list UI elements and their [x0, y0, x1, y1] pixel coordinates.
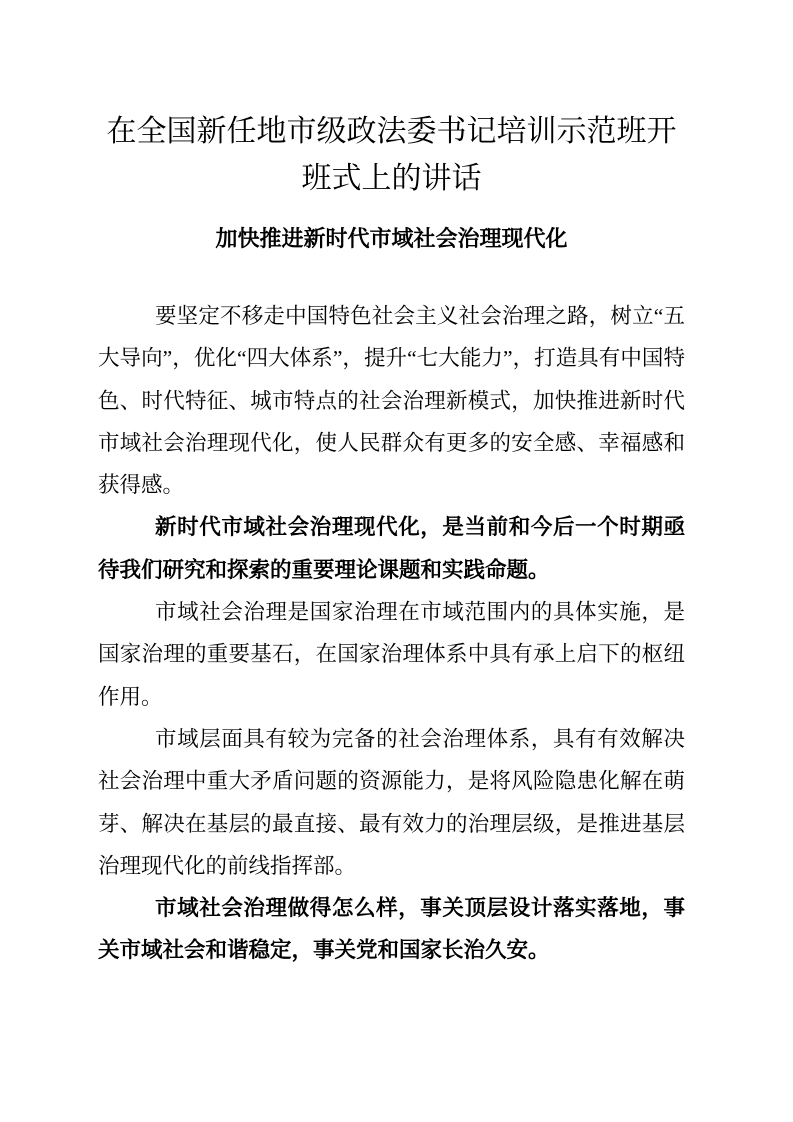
document-body [98, 295, 685, 972]
document-content [98, 0, 685, 972]
paragraph-4: 市域层面具有较为完备的社会治理体系，具有有效解决社会治理中重大矛盾问题的资源能力，是将风险隐患化解在萌芽、解决在基层的最直接、最有效力的治理层级，是推进基层治理现代化的前线指挥部。 [98, 726, 685, 878]
paragraph-3: 市域社会治理是国家治理在市域范围内的具体实施，是国家治理的重要基石，在国家治理体系中具有承上启下的枢纽作用。 [98, 600, 685, 709]
paragraph-1: 要坚定不移走中国特色社会主义社会治理之路，树立“五大导向”，优化“四大体系”，提升“七大能力”，打造具有中国特色、时代特征、城市特点的社会治理新模式，加快推进新时代市域社会治理现代化，使人民群众有更多的安全感、幸福感和获得感。 [98, 304, 685, 498]
document-title: 在全国新任地市级政法委书记培训示范班开班式上的讲话 [106, 115, 677, 195]
paragraph-2: 新时代市域社会治理现代化，是当前和今后一个时期亟待我们研究和探索的重要理论课题和实践命题。 [98, 515, 685, 582]
paragraph-5: 市域社会治理做得怎么样，事关顶层设计落实落地，事关市域社会和谐稳定，事关党和国家长治久安。 [98, 896, 685, 963]
document-subtitle: 加快推进新时代市域社会治理现代化 [215, 226, 568, 251]
